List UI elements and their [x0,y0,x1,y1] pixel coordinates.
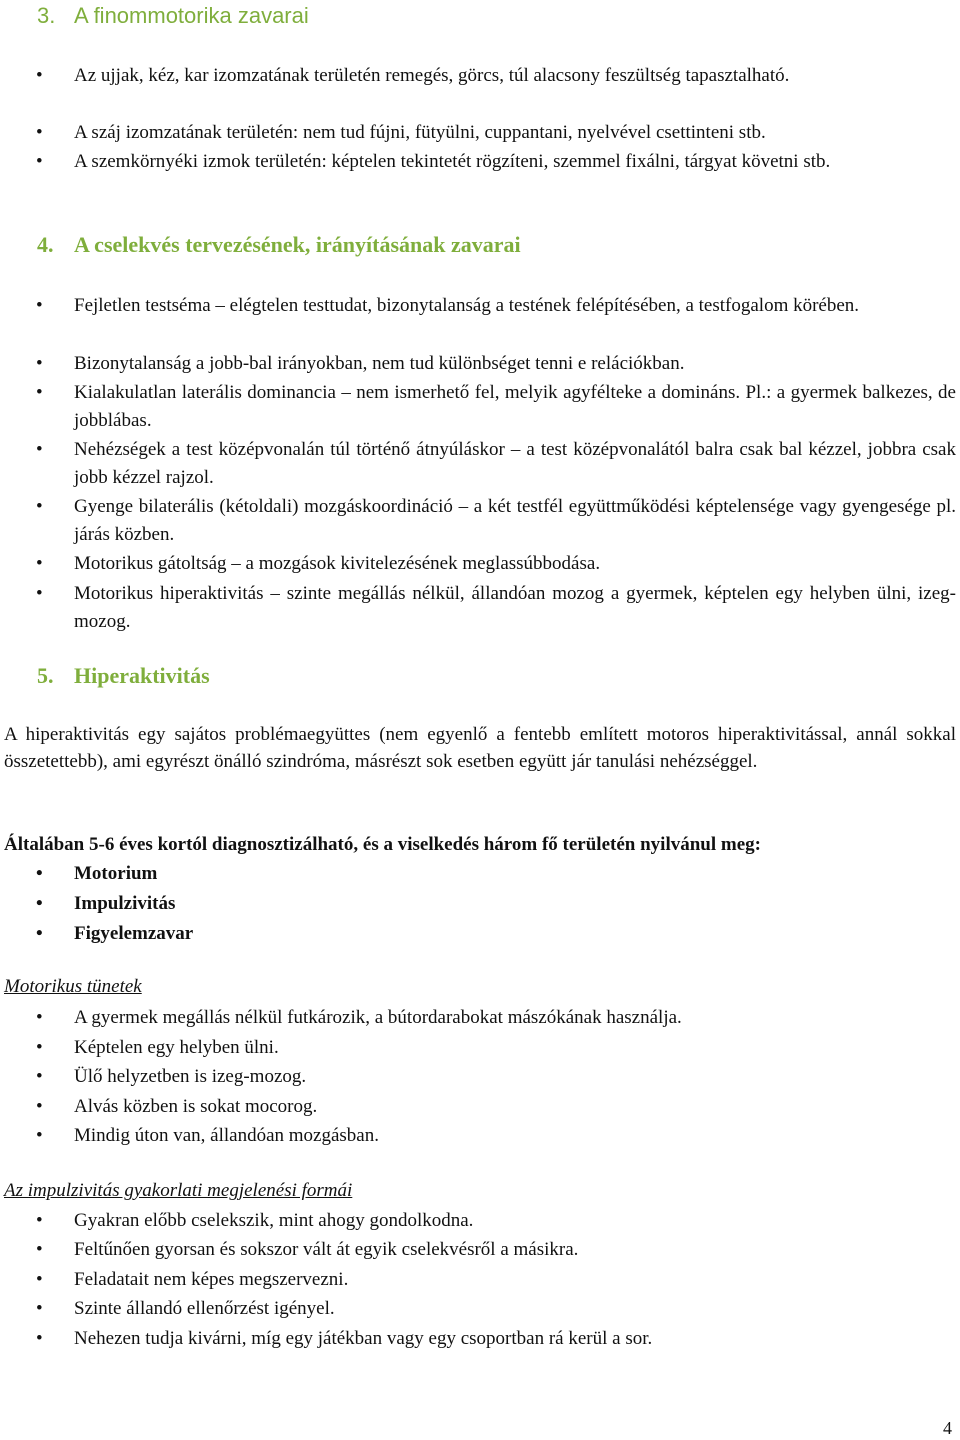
section-5-number: 5. [37,663,54,688]
section-4-number: 4. [37,232,54,257]
bullet-icon: • [36,923,43,944]
section-5-heading [37,663,210,689]
bullet-icon: • [36,65,43,86]
list-item: • Fejletlen testséma – elégtelen testtudat, bizonytalanság a testének felépítésében, a testfogalom körében. [36,292,956,320]
bullet-icon: • [36,122,43,143]
list-item: • A gyermek megállás nélkül futkározik, a bútordarabokat mászókának használja. [36,1004,956,1031]
list-item: • Bizonytalanság a jobb-bal irányokban, nem tud különbséget tenni e relációkban. [36,350,956,378]
list-item: • A szemkörnyéki izmok területén: képtelen tekintetét rögzíteni, szemmel fixálni, tárgyat követni stb. [36,148,956,176]
list-item: • Nehézségek a test középvonalán túl történő átnyúláskor – a test középvonalától balra csak bal kézzel, jobbra csak jobb kézzel rajzol. [36,436,956,492]
bold-statement: Általában 5-6 éves kortól diagnosztizálható, és a viselkedés három fő területén nyilvánul meg: [4,834,761,855]
bullet-icon: • [36,496,43,517]
list-item: • Impulzivitás [36,890,956,917]
list-item: • Alvás közben is sokat mocorog. [36,1093,956,1120]
bullet-icon: • [36,1066,43,1087]
motor-symptoms-heading: Motorikus tünetek [4,976,142,997]
list-item: • Nehezen tudja kivárni, míg egy játékban vagy egy csoportban rá kerül a sor. [36,1325,956,1352]
bullet-icon: • [36,151,43,172]
bullet-icon: • [36,1239,43,1260]
list-item: • Gyenge bilaterális (kétoldali) mozgáskoordináció – a két testfél együttműködési képtelensége vagy gyengesége pl. járás közben. [36,493,956,549]
bullet-icon: • [36,1328,43,1349]
list-item: • Motorium [36,860,956,887]
bullet-icon: • [36,893,43,914]
list-item: • A száj izomzatának területén: nem tud fújni, fütyülni, cuppantani, nyelvével csettinteni stb. [36,119,956,147]
bullet-icon: • [36,1269,43,1290]
bullet-icon: • [36,863,43,884]
list-item: • Ülő helyzetben is izeg-mozog. [36,1063,956,1090]
bullet-icon: • [36,1125,43,1146]
bullet-icon: • [36,583,43,604]
bullet-icon: • [36,553,43,574]
bullet-icon: • [36,439,43,460]
bullet-icon: • [36,295,43,316]
page-number: 4 [943,1418,952,1438]
bullet-icon: • [36,1210,43,1231]
bullet-icon: • [36,1298,43,1319]
list-item: • Kialakulatlan laterális dominancia – nem ismerhető fel, melyik agyfélteke a domináns. Pl.: a gyermek balkezes, de jobblábas. [36,379,956,435]
list-item: • Feladatait nem képes megszervezni. [36,1266,956,1293]
impulsivity-heading: Az impulzivitás gyakorlati megjelenési formái [4,1180,353,1201]
section-5-title: Hiperaktivitás [74,663,210,688]
list-item: • Gyakran előbb cselekszik, mint ahogy gondolkodna. [36,1207,956,1234]
bullet-icon: • [36,1037,43,1058]
bullet-icon: • [36,1096,43,1117]
list-item: • Feltűnően gyorsan és sokszor vált át egyik cselekvésről a másikra. [36,1236,956,1263]
bullet-icon: • [36,353,43,374]
list-item: • Mindig úton van, állandóan mozgásban. [36,1122,956,1149]
list-item: • Képtelen egy helyben ülni. [36,1034,956,1061]
section-3-title: A finommotorika zavarai [74,3,309,28]
section-3-number: 3. [37,3,56,28]
list-item: • Szinte állandó ellenőrzést igényel. [36,1295,956,1322]
section-4-title: A cselekvés tervezésének, irányításának zavarai [74,232,521,257]
list-item: • Az ujjak, kéz, kar izomzatának területén remegés, görcs, túl alacsony feszültség tapasztalható. [36,62,956,90]
list-item: • Motorikus hiperaktivitás – szinte megállás nélkül, állandóan mozog a gyermek, képtelen egy helyben ülni, izeg-mozog. [36,580,956,636]
list-item: • Figyelemzavar [36,920,956,947]
section-4-heading [37,232,521,258]
bullet-icon: • [36,1007,43,1028]
intro-paragraph: A hiperaktivitás egy sajátos problémaegyüttes (nem egyenlő a fentebb említett motoros hiperaktivitással, annál sokkal összetettebb), ami egyrészt önálló szindróma, másrészt sok esetben együtt jár tanulási nehézséggel. [4,724,956,772]
section-3-heading [37,3,309,29]
list-item: • Motorikus gátoltság – a mozgások kivitelezésének meglassúbbodása. [36,550,956,578]
bullet-icon: • [36,382,43,403]
